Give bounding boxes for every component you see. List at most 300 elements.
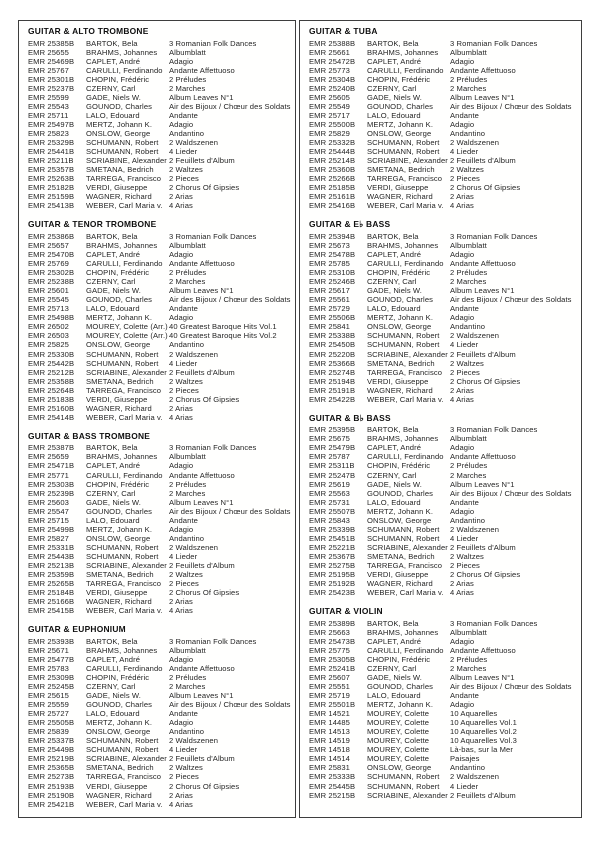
emr-code: EMR 25605 [309,92,351,102]
composer: GOUNOD, Charles [86,101,153,111]
section-title: GUITAR & B♭ BASS [309,412,391,423]
catalog-section [28,26,291,211]
composer: WAGNER, Richard [86,597,152,607]
catalog-row [309,322,573,331]
emr-code: EMR 25395B [309,425,356,435]
piece-title: Andante [169,515,198,525]
composer: GADE, Niels W. [86,691,141,701]
piece-title: Air des Bijoux / Chœur des Soldats [450,682,572,691]
piece-title: Adagio [169,524,194,534]
catalog-row [28,516,287,525]
catalog-row [309,359,573,368]
composer: GADE, Niels W. [86,92,141,102]
catalog-row [28,241,287,250]
emr-code: EMR 25787 [309,452,351,462]
emr-code: EMR 14513 [309,727,351,737]
piece-title: 2 Waldszenen [169,349,219,359]
emr-code: EMR 25241B [309,663,356,673]
composer: SCRIABINE, Alexander [367,542,448,552]
catalog-row [309,201,573,210]
piece-title: Andante [169,110,198,120]
piece-title: 2 Arias [169,790,193,800]
piece-title: 2 Pieces [450,367,480,377]
catalog-row [28,597,287,606]
piece-title: Album Leaves N°1 [169,92,234,102]
composer: SCHUMANN, Robert [86,349,159,359]
composer: CHOPIN, Frédéric [367,461,431,471]
composer: LALO, Edouard [367,110,421,120]
catalog-row [309,579,573,588]
piece-title: Andante Affettuoso [450,452,516,462]
composer: SMETANA, Bedrich [86,763,154,773]
piece-title: 2 Waldszenen [450,772,500,782]
emr-code: EMR 25444B [309,147,356,157]
piece-title: 2 Waldszenen [450,331,500,341]
catalog-row [28,322,287,331]
piece-title: 2 Arias [169,403,193,413]
emr-code: EMR 25655 [28,47,70,57]
emr-code: EMR 25415B [28,606,75,616]
catalog-row [309,425,573,434]
composer: SCRIABINE, Alexander [86,560,167,570]
catalog-row [309,754,573,763]
emr-code: EMR 25161B [309,192,356,202]
emr-code: EMR 25543 [28,101,70,111]
catalog-row [309,516,573,525]
emr-code: EMR 25663 [309,627,351,637]
piece-title: Adagio [169,119,194,129]
composer: SCRIABINE, Alexander [86,754,167,764]
catalog-row [309,691,573,700]
composer: TARREGA, Francisco [86,772,162,782]
emr-code: EMR 25769 [28,259,70,269]
piece-title: Album Leaves N°1 [169,691,234,701]
catalog-row [28,782,287,791]
catalog-row [309,452,573,461]
emr-code: EMR 25423B [309,588,356,598]
emr-code: EMR 25771 [28,470,70,480]
catalog-row [28,561,287,570]
emr-code: EMR 25785 [309,259,351,269]
catalog-row [309,718,573,727]
piece-title: 2 Préludes [450,74,488,84]
catalog-row [28,313,287,322]
catalog-row [309,295,573,304]
emr-code: EMR 25274B [309,367,356,377]
piece-title: 3 Romanian Folk Dances [169,231,257,241]
composer: CARULLI, Ferdinando [86,470,163,480]
composer: VERDI, Giuseppe [86,781,148,791]
piece-title: Andante [450,691,479,701]
catalog-row [28,359,287,368]
catalog-row [28,165,287,174]
catalog-row [309,628,573,637]
piece-title: 2 Pieces [450,174,480,184]
piece-title: Andante Affettuoso [169,259,235,269]
catalog-row [28,480,287,489]
piece-title: 2 Waltzes [450,551,484,561]
emr-code: EMR 25240B [309,83,356,93]
catalog-row [28,286,287,295]
piece-title: 2 Chorus Of Gipsies [450,570,521,580]
catalog-row [28,637,287,646]
emr-code: EMR 25220B [309,349,356,359]
catalog-row [28,268,287,277]
composer: SCHUMANN, Robert [367,772,440,782]
piece-title: 2 Pieces [169,772,199,782]
catalog-row [28,452,287,461]
composer: BRAHMS, Johannes [86,645,158,655]
catalog-row [28,606,287,615]
emr-code: EMR 25839 [28,727,70,737]
composer: SCHUMANN, Robert [367,533,440,543]
piece-title: Andantino [450,763,486,773]
piece-title: 2 Waltzes [169,570,203,580]
piece-title: 2 Waldszenen [169,138,219,148]
piece-title: 2 Waltzes [169,763,203,773]
composer: GADE, Niels W. [367,92,422,102]
piece-title: Andantino [169,128,205,138]
composer: GADE, Niels W. [367,286,422,296]
catalog-row [28,84,287,93]
catalog-row [309,782,573,791]
composer: SCHUMANN, Robert [86,358,159,368]
piece-title: Adagio [169,313,194,323]
emr-code: EMR 25273B [28,772,75,782]
catalog-row [28,156,287,165]
catalog-row [28,192,287,201]
catalog-row [309,304,573,313]
composer: SCHUMANN, Robert [367,781,440,791]
piece-title: 3 Romanian Folk Dances [169,636,257,646]
piece-title: 4 Arias [450,588,474,598]
emr-code: EMR 14514 [309,754,351,764]
emr-code: EMR 25413B [28,201,75,211]
piece-title: 4 Lieder [450,781,479,791]
composer: VERDI, Giuseppe [86,588,148,598]
piece-title: 2 Arias [450,192,474,202]
emr-code: EMR 25500B [309,119,356,129]
emr-code: EMR 25337B [28,736,75,746]
emr-code: EMR 25193B [28,781,75,791]
catalog-row [309,102,573,111]
catalog-row [28,250,287,259]
piece-title: Andante [450,110,479,120]
piece-title: 40 Greatest Baroque Hits Vol.2 [169,331,277,341]
emr-code: EMR 25263B [28,174,75,184]
composer: BARTOK, Bela [86,231,138,241]
composer: MERTZ, Johann K. [367,700,434,710]
composer: VERDI, Giuseppe [367,183,429,193]
composer: CHOPIN, Frédéric [367,74,431,84]
composer: CZERNY, Carl [367,470,417,480]
catalog-row [28,691,287,700]
emr-code: EMR 25775 [309,645,351,655]
composer: MOUREY, Colette [367,754,430,764]
composer: ONSLOW, George [86,727,151,737]
piece-title: 2 Préludes [450,654,488,664]
composer: GOUNOD, Charles [367,101,434,111]
composer: CHOPIN, Frédéric [86,672,150,682]
composer: LALO, Edouard [86,515,140,525]
catalog-row [28,111,287,120]
catalog-row [28,709,287,718]
piece-title: 2 Préludes [169,74,207,84]
emr-code: EMR 25332B [309,138,356,148]
emr-code: EMR 25497B [28,119,75,129]
composer: CAPLET, André [367,443,422,453]
piece-title: 2 Feuillets d'Album [169,754,235,764]
piece-title: 4 Arias [169,606,193,616]
piece-title: Andante [169,304,198,314]
catalog-row [28,368,287,377]
emr-code: EMR 25469B [28,56,75,66]
composer: VERDI, Giuseppe [367,570,429,580]
catalog-row [28,259,287,268]
emr-code: EMR 25619 [309,479,351,489]
composer: BRAHMS, Johannes [86,240,158,250]
emr-code: EMR 25394B [309,231,356,241]
piece-title: Adagio [450,636,475,646]
emr-code: EMR 25385B [28,38,75,48]
catalog-row [28,489,287,498]
piece-title: 2 Arias [450,385,474,395]
emr-code: EMR 25357B [28,165,75,175]
piece-title: 2 Waldszenen [450,524,500,534]
emr-code: EMR 25559 [28,700,70,710]
composer: CAPLET, André [86,56,141,66]
piece-title: Andante [450,497,479,507]
emr-code: EMR 25338B [309,331,356,341]
catalog-row [28,791,287,800]
catalog-row [309,192,573,201]
catalog-row [28,386,287,395]
emr-code: EMR 25675 [309,434,351,444]
catalog-column-left [18,20,296,818]
emr-code: EMR 25302B [28,268,75,278]
catalog-row [309,183,573,192]
composer: MOUREY, Colette [367,727,430,737]
piece-title: Albumblatt [169,452,206,462]
composer: LALO, Edouard [86,110,140,120]
catalog-row [28,48,287,57]
piece-title: 2 Préludes [169,268,207,278]
catalog-section [28,624,291,809]
emr-code: EMR 25389B [309,618,356,628]
catalog-row [28,579,287,588]
emr-code: EMR 25333B [309,772,356,782]
emr-code: EMR 25823 [28,128,70,138]
catalog-row [28,201,287,210]
composer: BARTOK, Bela [86,443,138,453]
piece-title: Albumblatt [169,240,206,250]
section-title: GUITAR & ALTO TROMBONE [28,26,149,36]
piece-title: 2 Waltzes [169,165,203,175]
composer: SMETANA, Bedrich [86,165,154,175]
catalog-row [309,655,573,664]
piece-title: Air des Bijoux / Chœur des Soldats [169,295,291,305]
catalog-row [309,313,573,322]
composer: MOUREY, Colette [367,718,430,728]
catalog-row [28,120,287,129]
emr-code: EMR 25607 [309,672,351,682]
piece-title: 2 Feuillets d'Album [169,156,235,166]
piece-title: 2 Feuillets d'Album [450,542,516,552]
piece-title: 10 Aquarelles Vol.2 [450,727,517,737]
composer: SCHUMANN, Robert [367,138,440,148]
piece-title: 10 Aquarelles Vol.3 [450,736,517,746]
emr-code: EMR 25547 [28,506,70,516]
catalog-row [309,507,573,516]
emr-code: EMR 25731 [309,497,351,507]
catalog-row [28,534,287,543]
catalog-row [309,66,573,75]
emr-code: EMR 25671 [28,645,70,655]
emr-code: EMR 25214B [309,156,356,166]
emr-code: EMR 26503 [28,331,70,341]
catalog-row [309,763,573,772]
emr-code: EMR 25386B [28,231,75,241]
catalog-row [28,471,287,480]
catalog-row [28,377,287,386]
emr-code: EMR 25387B [28,443,75,453]
composer: CARULLI, Ferdinando [86,663,163,673]
emr-code: EMR 25213B [28,560,75,570]
composer: CARULLI, Ferdinando [367,65,444,75]
emr-code: EMR 25329B [28,138,75,148]
catalog-row [309,709,573,718]
catalog-row [28,646,287,655]
piece-title: 2 Chorus Of Gipsies [450,183,521,193]
composer: CZERNY, Carl [367,83,417,93]
emr-code: EMR 25304B [309,74,356,84]
piece-title: Andante [450,304,479,314]
emr-code: EMR 25505B [28,718,75,728]
composer: SCHUMANN, Robert [86,542,159,552]
piece-title: 2 Arias [450,579,474,589]
emr-code: EMR 25366B [309,358,356,368]
catalog-row [28,570,287,579]
composer: CARULLI, Ferdinando [86,259,163,269]
catalog-row [309,561,573,570]
catalog-row [28,736,287,745]
composer: WEBER, Carl Maria v. [367,394,444,404]
piece-title: 3 Romanian Folk Dances [169,443,257,453]
piece-title: Air des Bijoux / Chœur des Soldats [169,700,291,710]
emr-code: EMR 25450B [309,340,356,350]
piece-title: 2 Chorus Of Gipsies [169,183,240,193]
emr-code: EMR 25715 [28,515,70,525]
catalog-row [309,791,573,800]
piece-title: Album Leaves N°1 [450,92,515,102]
catalog-row [28,395,287,404]
emr-code: EMR 25841 [309,322,351,332]
emr-code: EMR 25303B [28,479,75,489]
piece-title: 3 Romanian Folk Dances [450,618,538,628]
emr-code: EMR 25388B [309,38,356,48]
piece-title: Paisajes [450,754,480,764]
composer: SCHUMANN, Robert [367,331,440,341]
composer: CHOPIN, Frédéric [86,479,150,489]
emr-code: EMR 25246B [309,277,356,287]
catalog-row [28,525,287,534]
composer: WAGNER, Richard [86,192,152,202]
catalog-row [309,443,573,452]
piece-title: Albumblatt [450,47,487,57]
section-title: GUITAR & TUBA [309,26,378,36]
piece-title: Andantino [169,340,205,350]
piece-title: 4 Arias [169,201,193,211]
catalog-row [309,57,573,66]
piece-title: 4 Lieder [169,551,198,561]
catalog-row [309,727,573,736]
catalog-section [309,219,573,403]
piece-title: Adagio [450,443,475,453]
emr-code: EMR 25599 [28,92,70,102]
emr-code: EMR 25472B [309,56,356,66]
piece-title: Albumblatt [450,627,487,637]
piece-title: 2 Préludes [169,479,207,489]
composer: CAPLET, André [86,654,141,664]
catalog-row [309,232,573,241]
composer: CAPLET, André [86,461,141,471]
emr-code: EMR 25442B [28,358,75,368]
piece-title: 2 Marches [450,277,487,287]
composer: CHOPIN, Frédéric [86,268,150,278]
piece-title: 2 Waltzes [169,376,203,386]
composer: ONSLOW, George [367,763,432,773]
emr-code: EMR 25617 [309,286,351,296]
emr-code: EMR 25473B [309,636,356,646]
composer: WAGNER, Richard [367,579,433,589]
emr-code: EMR 25506B [309,313,356,323]
catalog-row [28,39,287,48]
catalog-row [28,754,287,763]
catalog-section [309,26,573,210]
emr-code: EMR 25183B [28,394,75,404]
catalog-row [28,129,287,138]
piece-title: 2 Marches [450,470,487,480]
catalog-row [309,377,573,386]
emr-code: EMR 25367B [309,551,356,561]
catalog-row [28,498,287,507]
emr-code: EMR 25549 [309,101,351,111]
catalog-row [309,637,573,646]
composer: SCHUMANN, Robert [367,340,440,350]
composer: WAGNER, Richard [367,192,433,202]
catalog-row [28,93,287,102]
emr-code: EMR 25445B [309,781,356,791]
composer: LALO, Edouard [86,304,140,314]
emr-code: EMR 25825 [28,340,70,350]
composer: CHOPIN, Frédéric [367,654,431,664]
piece-title: 2 Pieces [169,579,199,589]
emr-code: EMR 25265B [28,579,75,589]
emr-code: EMR 25238B [28,277,75,287]
catalog-row [309,682,573,691]
composer: SCHUMANN, Robert [86,745,159,755]
emr-code: EMR 25190B [28,790,75,800]
emr-code: EMR 25393B [28,636,75,646]
piece-title: 3 Romanian Folk Dances [450,425,538,435]
emr-code: EMR 25275B [309,560,356,570]
emr-code: EMR 25247B [309,470,356,480]
composer: MERTZ, Johann K. [86,718,153,728]
catalog-row [309,480,573,489]
composer: CZERNY, Carl [86,83,136,93]
emr-code: EMR 25331B [28,542,75,552]
composer: SCHUMANN, Robert [367,524,440,534]
